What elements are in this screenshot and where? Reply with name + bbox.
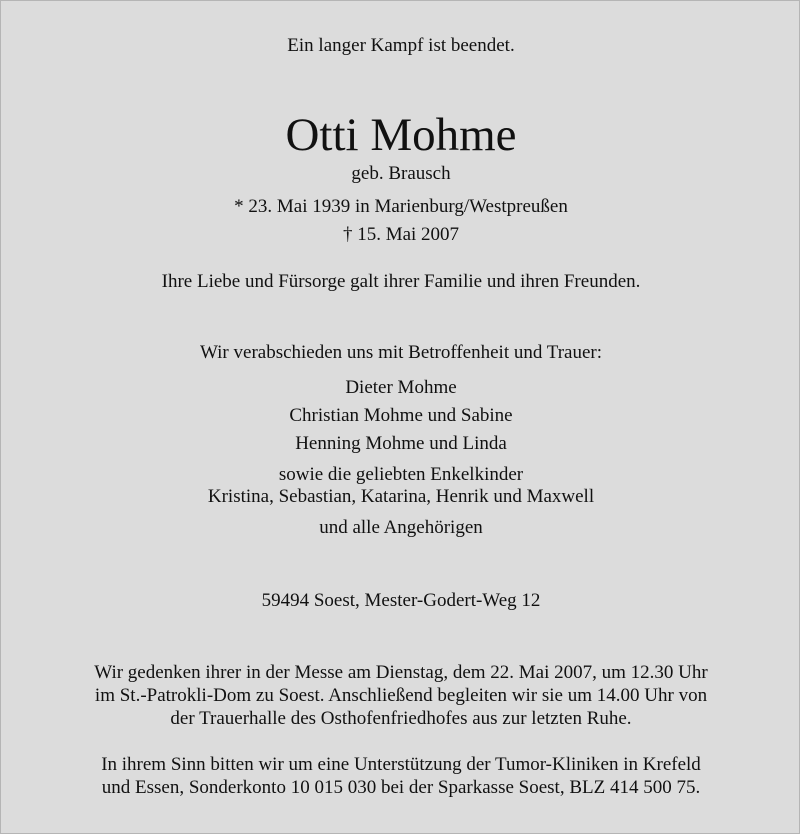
mourner-name: Dieter Mohme bbox=[345, 377, 457, 398]
donation-line: und Essen, Sonderkonto 10 015 030 bei der Sparkasse Soest, BLZ 414 500 75. bbox=[101, 777, 701, 798]
deceased-name: Otti Mohme bbox=[285, 109, 517, 161]
mourner-name: Christian Mohme und Sabine bbox=[289, 405, 513, 426]
death-date: † 15. Mai 2007 bbox=[342, 224, 460, 245]
birth-date: * 23. Mai 1939 in Marienburg/Westpreußen bbox=[234, 196, 568, 217]
farewell-intro: Wir verabschieden uns mit Betroffenheit und Trauer: bbox=[199, 342, 602, 363]
heading: Ein langer Kampf ist beendet. bbox=[287, 35, 515, 56]
maiden-name: geb. Brausch bbox=[351, 163, 451, 184]
grandchildren-names: Kristina, Sebastian, Katarina, Henrik und Maxwell bbox=[207, 486, 595, 507]
donation-line: In ihrem Sinn bitten wir um eine Unterstützung der Tumor-Kliniken in Krefeld bbox=[101, 754, 701, 775]
relatives-text: und alle Angehörigen bbox=[319, 517, 483, 538]
service-line: der Trauerhalle des Osthofenfriedhofes aus zur letzten Ruhe. bbox=[170, 708, 632, 729]
address: 59494 Soest, Mester-Godert-Weg 12 bbox=[261, 590, 541, 611]
tribute-text: Ihre Liebe und Fürsorge galt ihrer Familie und ihren Freunden. bbox=[161, 271, 641, 292]
service-line: Wir gedenken ihrer in der Messe am Dienstag, dem 22. Mai 2007, um 12.30 Uhr bbox=[94, 662, 708, 683]
mourner-name: Henning Mohme und Linda bbox=[295, 433, 507, 454]
grandchildren-intro: sowie die geliebten Enkelkinder bbox=[278, 464, 524, 485]
service-line: im St.-Patrokli-Dom zu Soest. Anschließend begleiten wir sie um 14.00 Uhr von bbox=[94, 685, 708, 706]
